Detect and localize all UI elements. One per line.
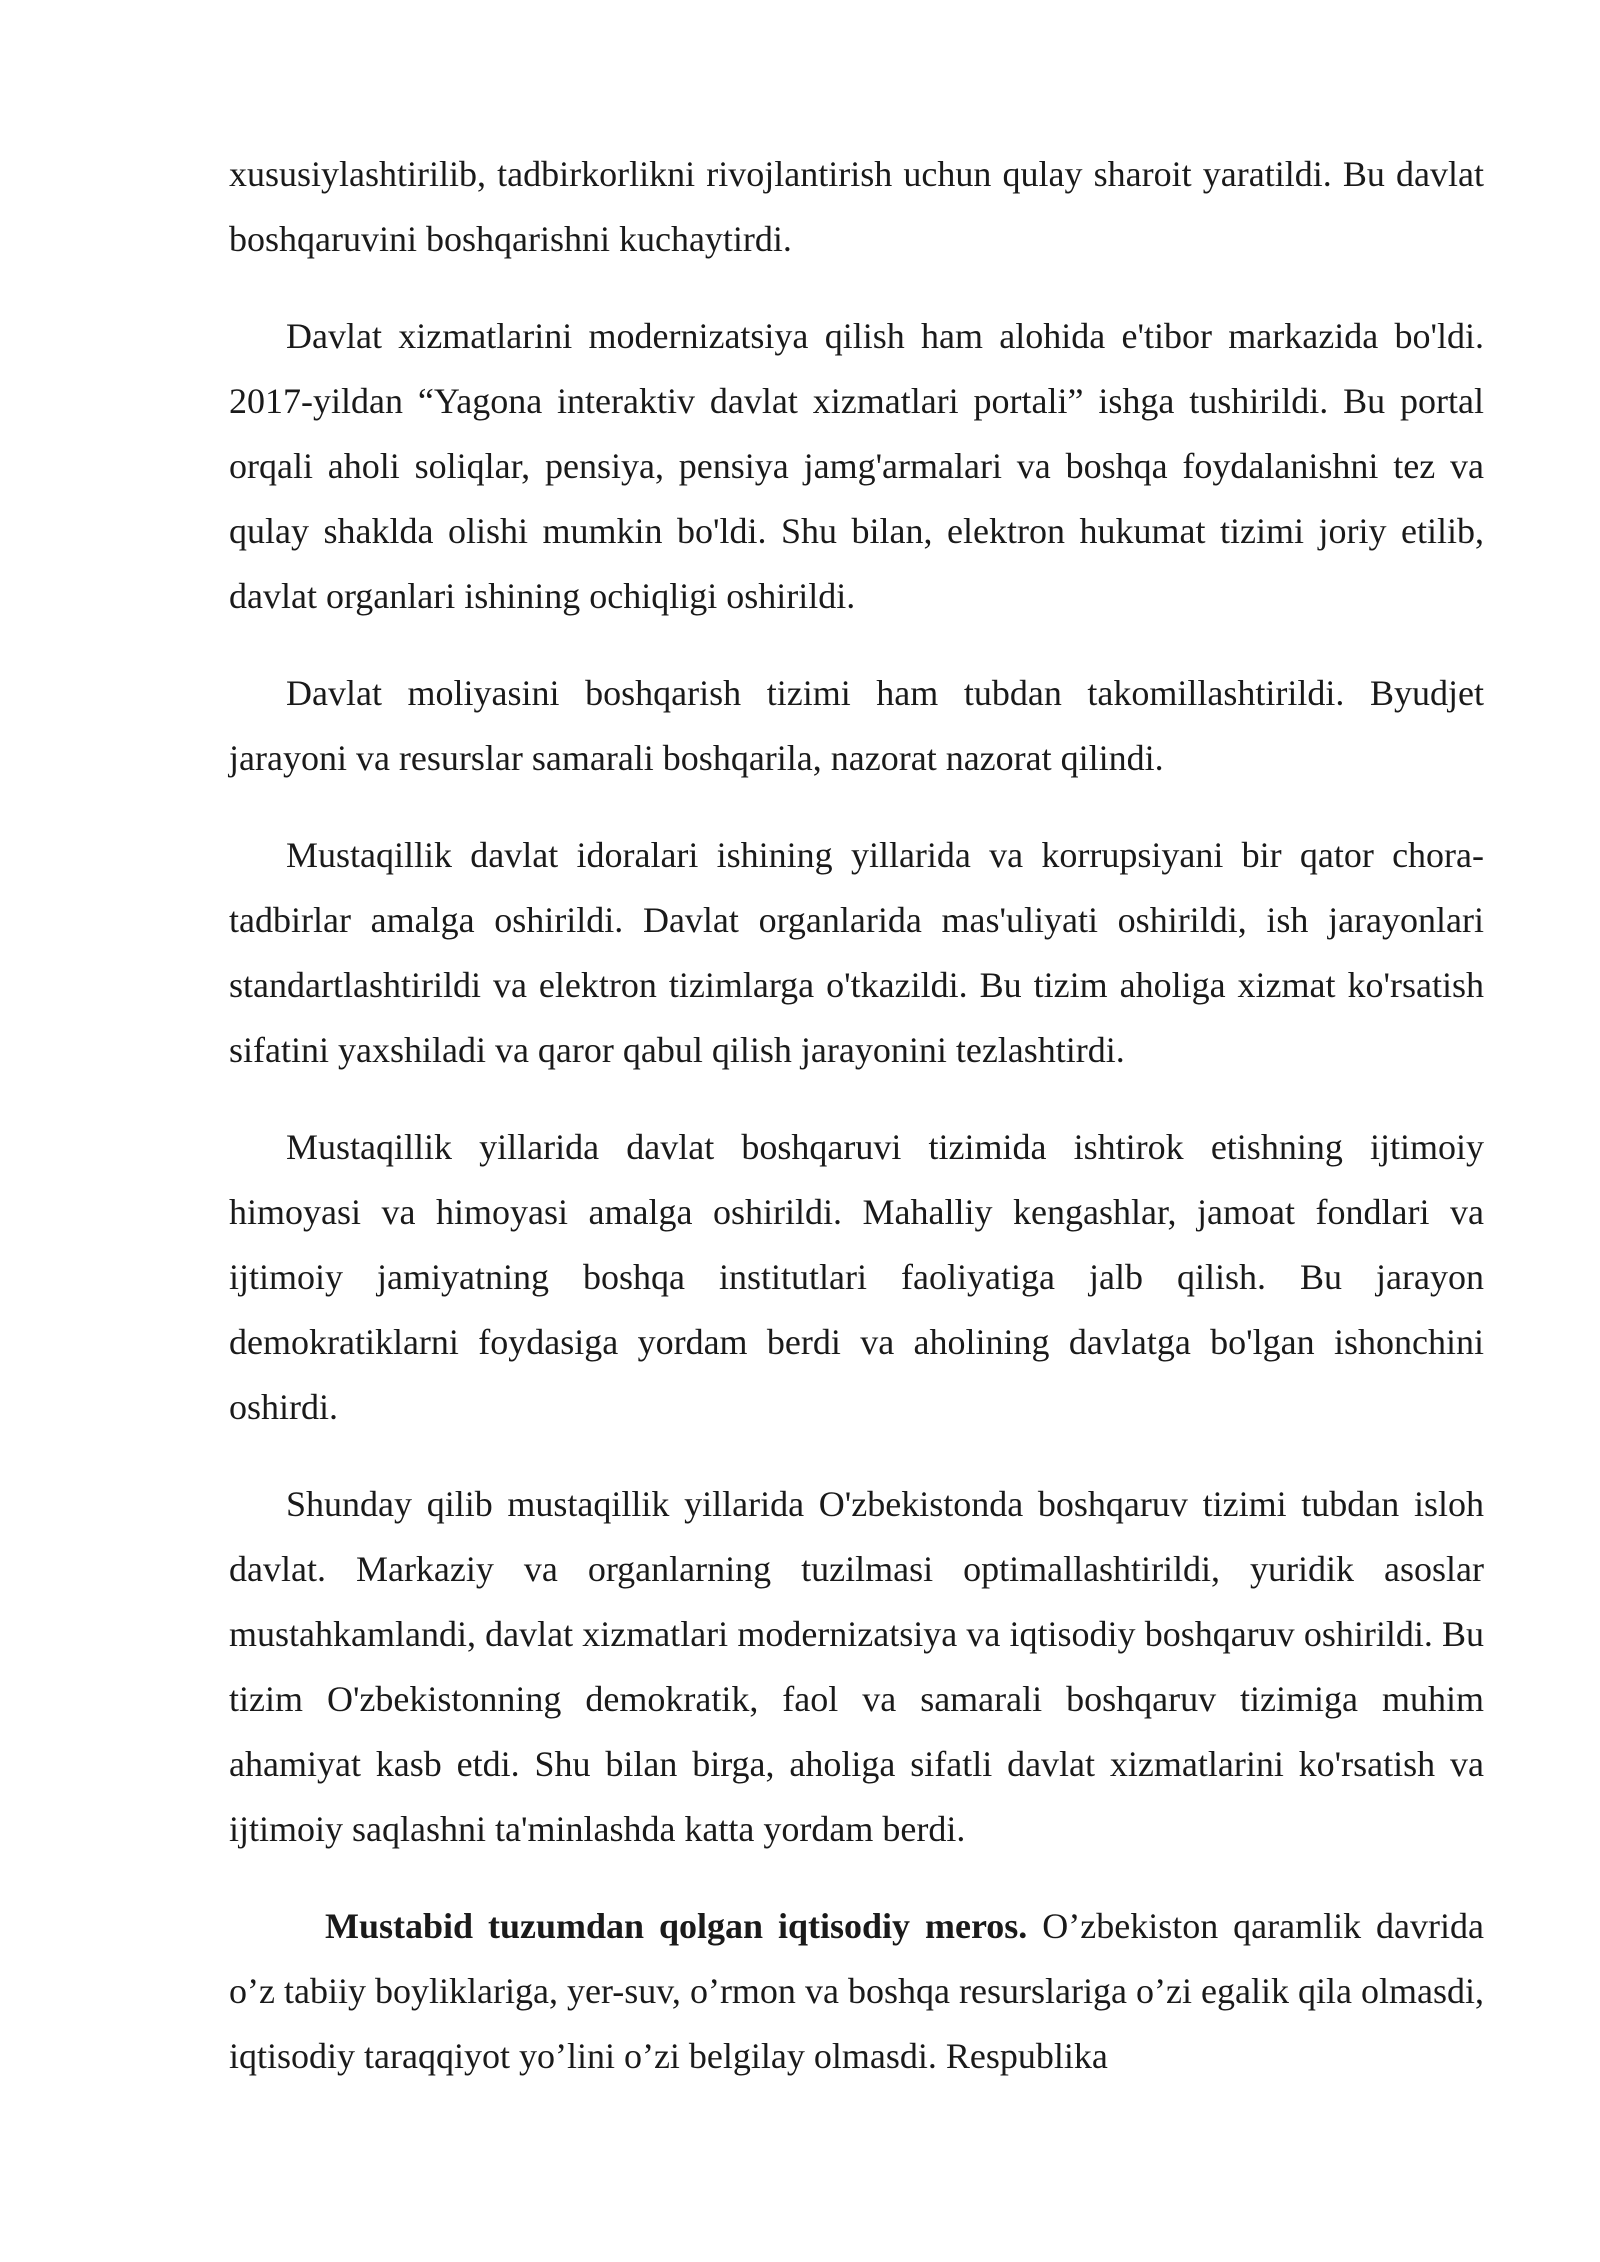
- paragraph-text: Mustaqillik davlat idoralari ishining yillarida va korrupsiyani bir qator chora-tadbirlar amalga oshirildi. Davlat organlarida mas'uliyati oshirildi, ish jarayonlari standartlashtirildi va elektron tizimlarga o'tkazildi. Bu tizim aholiga xizmat ko'rsatish sifatini yaxshiladi va qaror qabul qilish jarayonini tezlashtirdi.: [229, 835, 1484, 1070]
- paragraph-text: Davlat xizmatlarini modernizatsiya qilish ham alohida e'tibor markazida bo'ldi. 2017-yildan “Yagona interaktiv davlat xizmatlari portali” ishga tushirildi. Bu portal orqali aholi soliqlar, pensiya, pensiya jamg'armalari va boshqa foydalanishni tez va qulay shaklda olishi mumkin bo'ldi. Shu bilan, elektron hukumat tizimi joriy etilib, davlat organlari ishining ochiqligi oshirildi.: [229, 316, 1484, 616]
- paragraph-public-finance: [229, 661, 1484, 791]
- paragraph-text: O’zbekiston qaramlik davrida o’z tabiiy boyliklariga, yer-suv, o’rmon va boshqa resurslariga o’zi egalik qila olmasdi, iqtisodiy taraqqiyot yo’lini o’zi belgilay olmasdi. Respublika: [229, 1906, 1485, 2076]
- paragraph-privatization: [229, 142, 1484, 272]
- paragraph-civil-participation: [229, 1115, 1484, 1440]
- paragraph-text: xususiylashtirilib, tadbirkorlikni rivojlantirish uchun qulay sharoit yaratildi. Bu davlat boshqaruvini boshqarishni kuchaytirdi.: [229, 154, 1484, 259]
- paragraph-economic-legacy: [229, 1894, 1484, 2089]
- paragraph-conclusion: [229, 1472, 1484, 1862]
- paragraph-text: Shunday qilib mustaqillik yillarida O'zbekistonda boshqaruv tizimi tubdan isloh davlat. Markaziy va organlarning tuzilmasi optimallashtirildi, yuridik asoslar mustahkamlandi, davlat xizmatlari modernizatsiya va iqtisodiy boshqaruv oshirildi. Bu tizim O'zbekistonning demokratik, faol va samarali boshqaruv tizimiga muhim ahamiyat kasb etdi. Shu bilan birga, aholiga sifatli davlat xizmatlarini ko'rsatish va ijtimoiy saqlashni ta'minlashda katta yordam berdi.: [229, 1484, 1484, 1849]
- paragraph-text: Mustaqillik yillarida davlat boshqaruvi tizimida ishtirok etishning ijtimoiy himoyasi va himoyasi amalga oshirildi. Mahalliy kengashlar, jamoat fondlari va ijtimoiy jamiyatning boshqa institutlari faoliyatiga jalb qilish. Bu jarayon demokratiklarni foydasiga yordam berdi va aholining davlatga bo'lgan ishonchini oshirdi.: [229, 1127, 1484, 1427]
- paragraph-text: Davlat moliyasini boshqarish tizimi ham tubdan takomillashtirildi. Byudjet jarayoni va resurslar samarali boshqarila, nazorat nazorat qilindi.: [229, 673, 1484, 778]
- section-heading-inline: Mustabid tuzumdan qolgan iqtisodiy meros.: [325, 1906, 1028, 1946]
- paragraph-anti-corruption: [229, 823, 1484, 1083]
- document-body: [229, 142, 1484, 2089]
- paragraph-public-services: [229, 304, 1484, 629]
